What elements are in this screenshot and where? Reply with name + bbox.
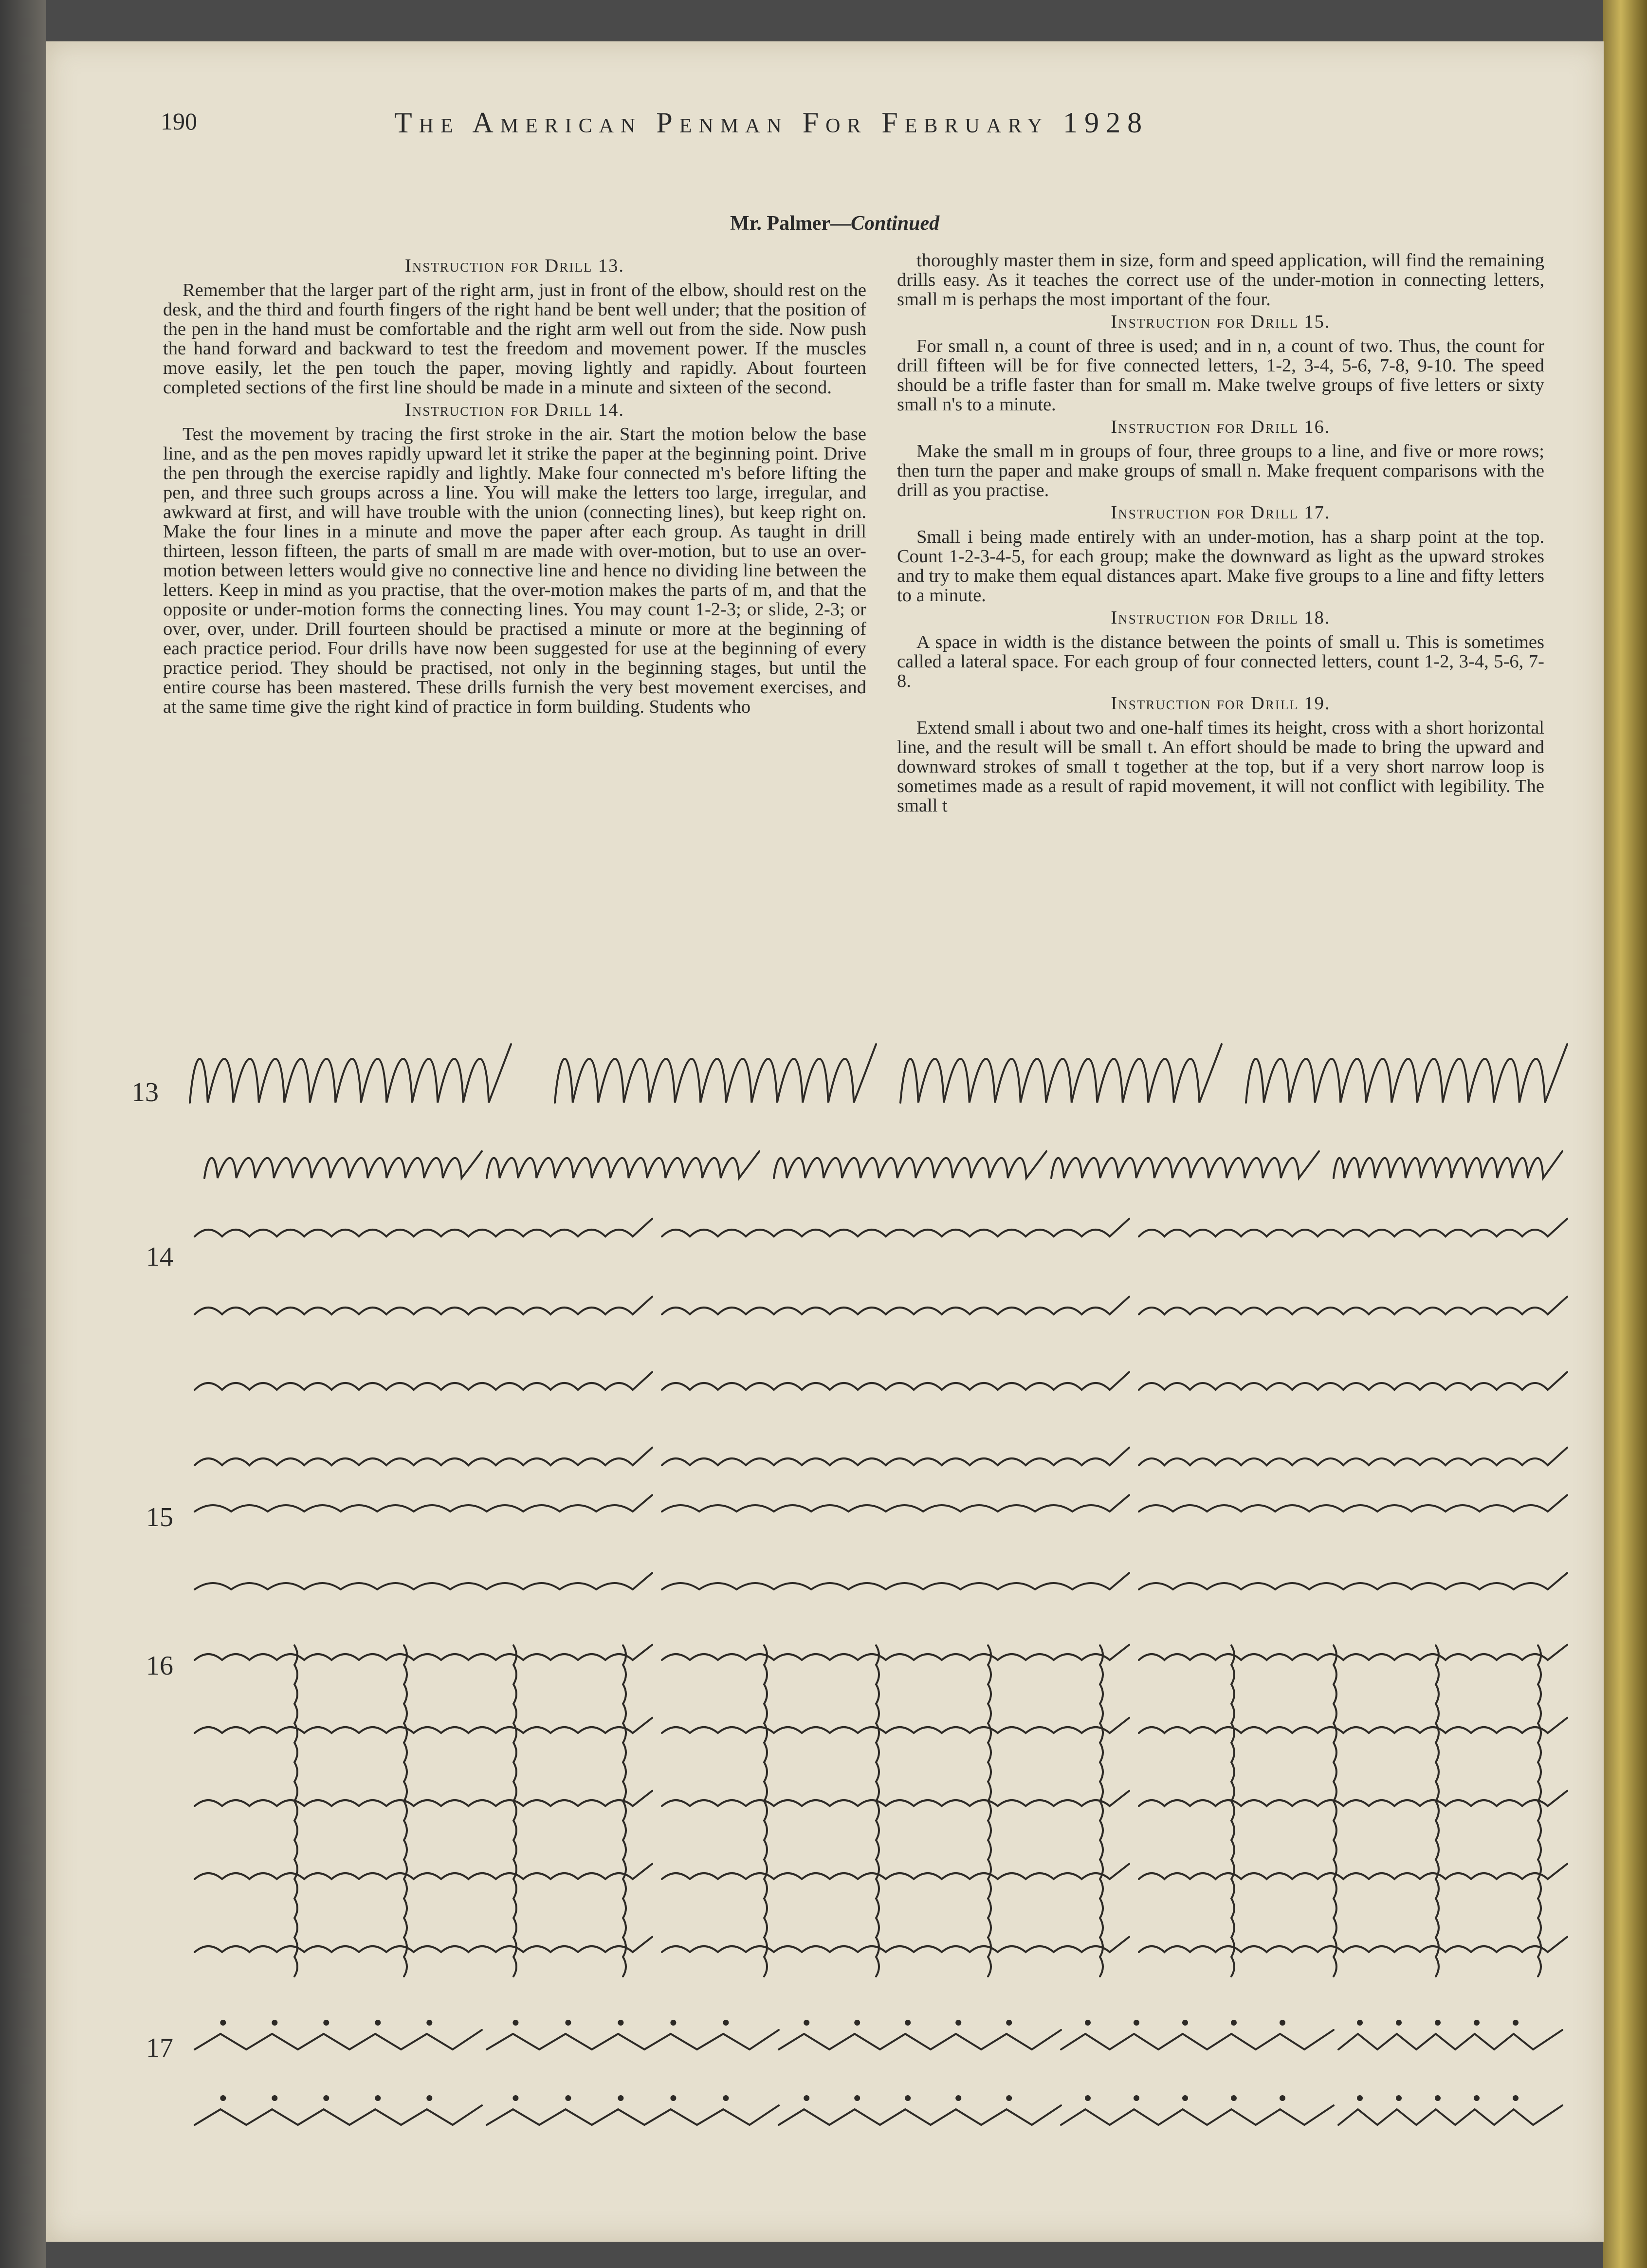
byline-name: Mr. Palmer—	[730, 212, 851, 235]
left-column	[163, 253, 866, 719]
drill-label-16: 16	[146, 1651, 173, 1681]
paragraph: thoroughly master them in size, form and speed application, will find the remaining drills easy. As it teaches the correct use of the under-motion in connecting letters, small m is perhaps the most important of the four.	[897, 250, 1544, 310]
byline	[730, 212, 939, 235]
paragraph: Small i being made entirely with an under-motion, has a sharp point at the top. Count 1-2-3-4-5, for each group; make the downward as light as the upward strokes and try to make them equal distances apart. Make five groups to a line and fifty letters to a minute.	[897, 527, 1544, 606]
scan-margin	[0, 0, 46, 2268]
section-heading: Instruction for Drill 19.	[1111, 693, 1331, 714]
page-number: 190	[161, 108, 197, 135]
paragraph: Remember that the larger part of the right arm, just in front of the elbow, should rest on the desk, and the third and fourth fingers of the right hand be bent well under; that the position of the pen in the hand must be comfortable and the right arm well out from the side. Now push the hand forward and backward to test the freedom and movement power. If the muscles move easily, let the pen touch the paper, moving lightly and rapidly. About fourteen completed sections of the first line should be made in a minute and sixteen of the second.	[163, 280, 866, 398]
paragraph: Test the movement by tracing the first stroke in the air. Start the motion below the base line, and as the pen moves rapidly upward let it strike the paper at the beginning point. Drive the pen through the exercise rapidly and lightly. Make four connected m's before lifting the pen, and three such groups across a line. You will make the letters too large, irregular, and awkward at first, and will have trouble with the union (connecting lines), but keep right on. Make the four lines in a minute and move the paper after each group. As taught in drill thirteen, lesson fifteen, the parts of small m are made with over-motion, but to use an over-motion between letters would give no connective line and hence no dividing line between the letters. Keep in mind as you practise, that the over-motion makes the parts of m, and that the opposite or under-motion forms the connecting lines. You may count 1-2-3; or slide, 2-3; or over, over, under. Drill fourteen should be practised a minute or more at the beginning of each practice period. Four drills have now been suggested for use at the beginning of every practice period. They should be practised, not only in the beginning stages, but until the entire course has been mastered. These drills furnish the very best movement exercises, and at the same time give the right kind of practice in form building. Students who	[163, 424, 866, 717]
right-column	[897, 251, 1544, 818]
paragraph: A space in width is the distance between the points of small u. This is sometimes called a lateral space. For each group of four connected letters, count 1-2, 3-4, 5-6, 7-8.	[897, 632, 1544, 691]
section-heading: Instruction for Drill 18.	[1111, 608, 1331, 628]
drill-label-14: 14	[146, 1242, 173, 1272]
section-heading: Instruction for Drill 17.	[1111, 502, 1331, 523]
drill-label-13: 13	[131, 1077, 159, 1107]
running-head: The American Penman For February 1928	[394, 107, 1149, 139]
section-heading: Instruction for Drill 13.	[404, 256, 625, 276]
section-heading: Instruction for Drill 16.	[1111, 417, 1331, 437]
adjacent-page-edge	[1603, 0, 1647, 2268]
drill-label-15: 15	[146, 1502, 173, 1532]
section-heading: Instruction for Drill 15.	[1111, 312, 1331, 332]
paragraph: Extend small i about two and one-half times its height, cross with a short horizontal line, and the result will be small t. An effort should be made to bring the upward and downward strokes of small t together at the top, but if a very short narrow loop is sometimes made as a result of rapid movement, it will not conflict with legibility. The small t	[897, 718, 1544, 816]
byline-continued: Continued	[851, 212, 940, 235]
section-heading: Instruction for Drill 14.	[404, 400, 625, 420]
drill-label-17: 17	[146, 2033, 173, 2063]
paragraph: Make the small m in groups of four, three groups to a line, and five or more rows; then turn the paper and make groups of small n. Make frequent comparisons with the drill as you practise.	[897, 441, 1544, 500]
paragraph: For small n, a count of three is used; and in n, a count of two. Thus, the count for drill fifteen will be for five connected letters, 1-2, 3-4, 5-6, 7-8, 9-10. The speed should be a trifle faster than for small m. Make twelve groups of five letters or sixty small n's to a minute.	[897, 336, 1544, 415]
